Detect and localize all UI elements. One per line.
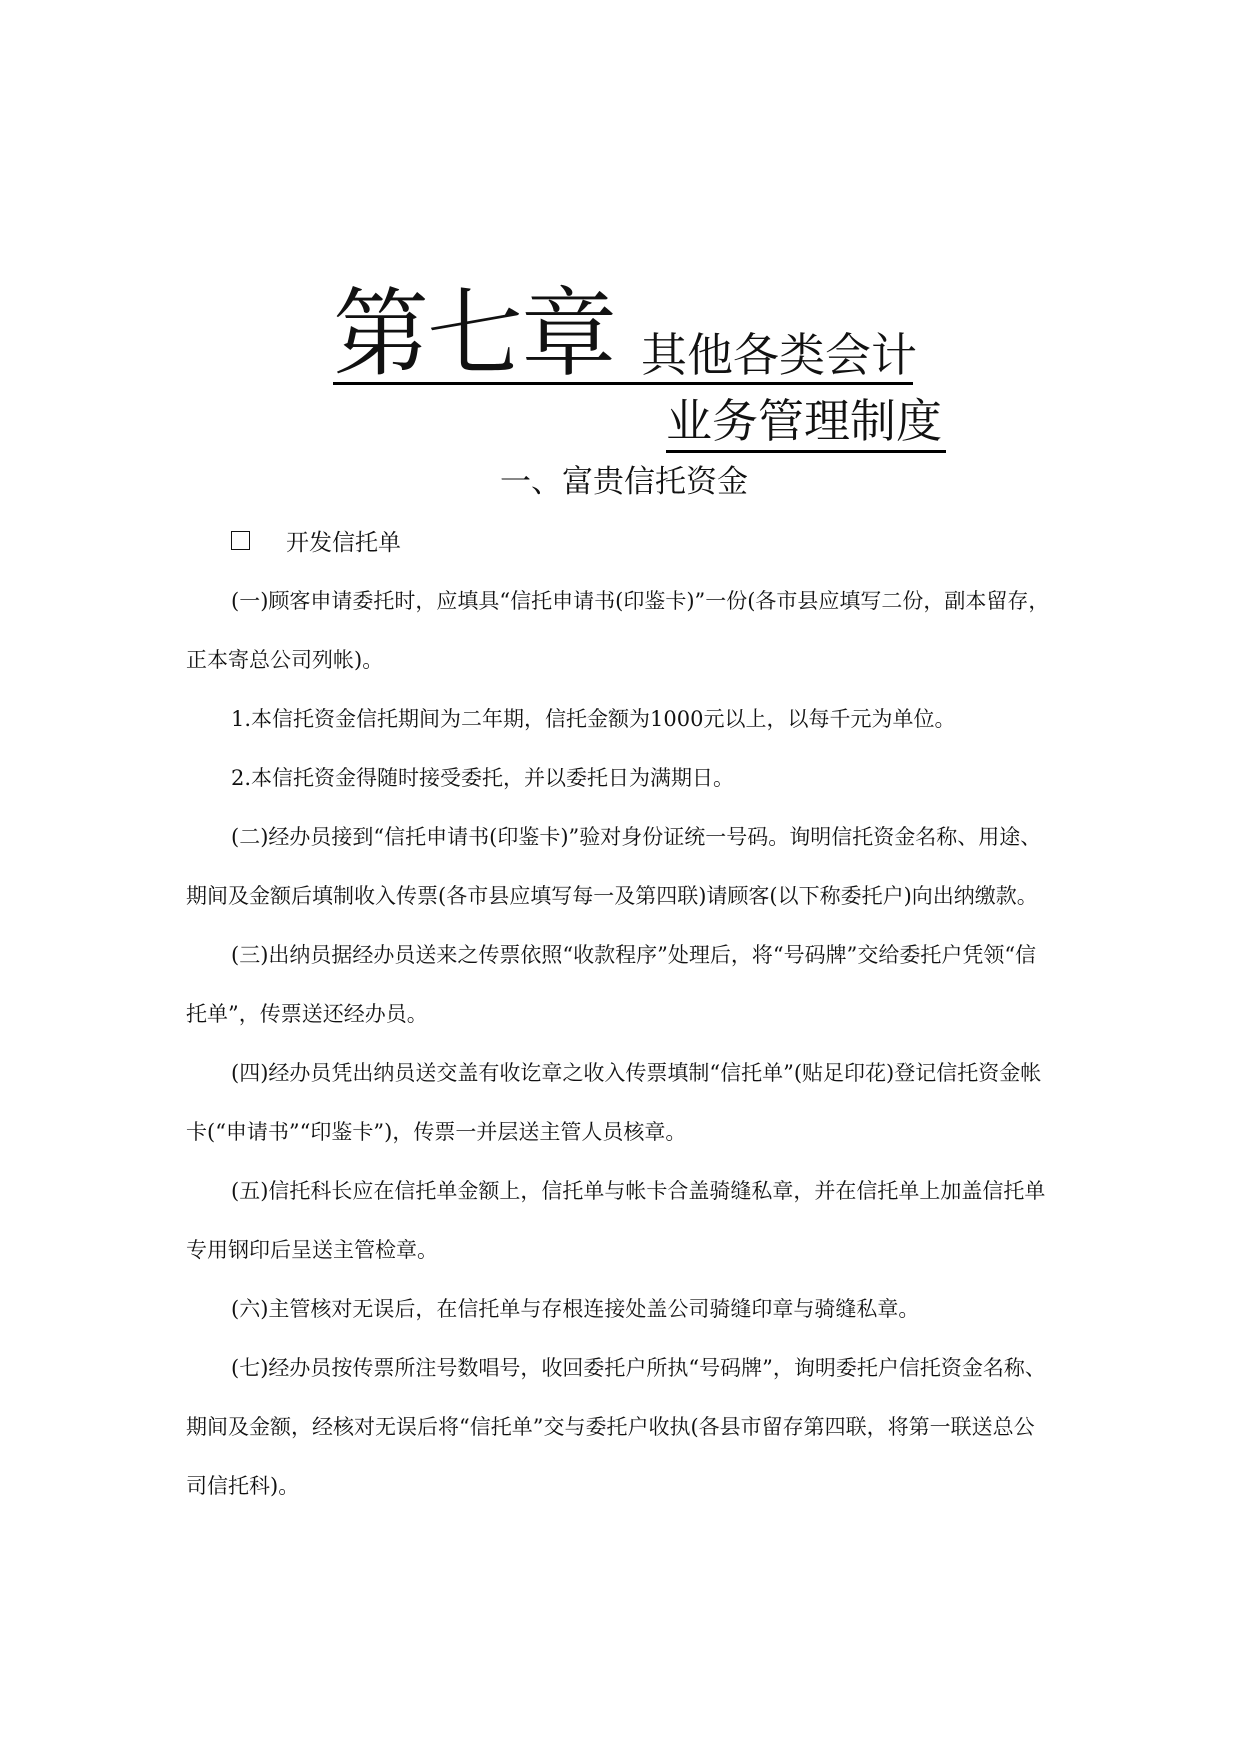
subsection-heading [231, 520, 401, 560]
paragraph: (五)信托科长应在信托单金额上，信托单与帐卡合盖骑缝私章，并在信托单上加盖信托单专用钢印后呈送主管检章。 [186, 1179, 1046, 1262]
paragraph: (一)顾客申请委托时，应填具“信托申请书(印鉴卡)”一份(各市县应填写二份，副本留存，正本寄总公司列帐)。 [186, 589, 1050, 672]
paragraph: (二)经办员接到“信托申请书(印鉴卡)”验对身份证统一号码。询明信托资金名称、用途、期间及金额后填制收入传票(各市县应填写每一及第四联)请顾客(以下称委托户)向出纳缴款。 [186, 825, 1042, 908]
checkbox-icon [231, 531, 250, 550]
paragraph: (七)经办员按传票所注号数唱号，收回委托户所执“号码牌”，询明委托户信托资金名称、期间及金额，经核对无误后将“信托单”交与委托户收执(各县市留存第四联，将第一联送总公司信托科)。 [186, 1356, 1046, 1498]
body-text [186, 572, 1052, 1516]
paragraph: (四)经办员凭出纳员送交盖有收讫章之收入传票填制“信托单”(贴足印花)登记信托资金帐卡(“申请书”“印鉴卡”)，传票一并层送主管人员核章。 [186, 1061, 1042, 1144]
paragraph: 1.本信托资金信托期间为二年期，信托金额为1000元以上，以每千元为单位。 [231, 707, 956, 731]
chapter-subtitle-line1: 其他各类会计 [641, 328, 917, 382]
subsection-label: 开发信托单 [286, 529, 401, 556]
paragraph: (六)主管核对无误后，在信托单与存根连接处盖公司骑缝印章与骑缝私章。 [231, 1297, 920, 1321]
chapter-title [333, 272, 917, 390]
chapter-number: 第七章 [333, 278, 615, 390]
section-heading: 一、富贵信托资金 [500, 464, 748, 500]
paragraph: (三)出纳员据经办员送来之传票依照“收款程序”处理后，将“号码牌”交给委托户凭领“信托单”，传票送还经办员。 [186, 943, 1037, 1026]
paragraph: 2.本信托资金得随时接受委托，并以委托日为满期日。 [231, 766, 735, 790]
chapter-subtitle-line2: 业务管理制度 [666, 394, 946, 453]
